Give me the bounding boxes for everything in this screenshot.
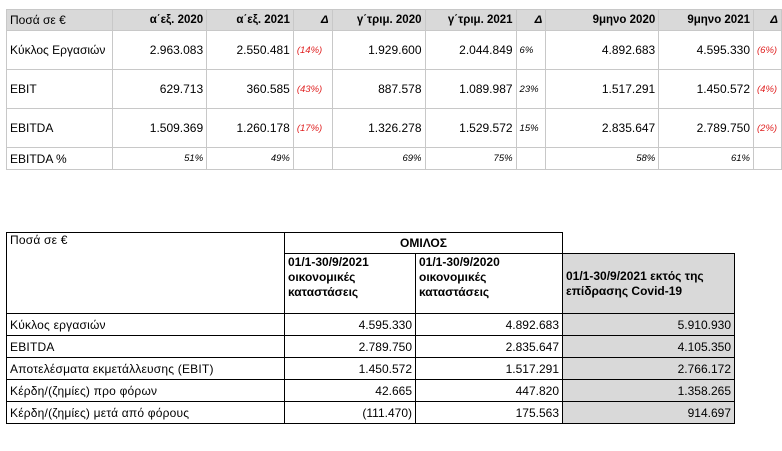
cell-value: 4.595.330 [285, 314, 416, 336]
header-q3-2021: γ΄τριμ. 2021 [425, 10, 516, 31]
cell-value: 5.910.930 [563, 314, 735, 336]
cell-value: 51% [112, 148, 206, 170]
header-delta-3: Δ [754, 10, 782, 31]
column-header-2021: 01/1-30/9/2021 οικονομικές καταστάσεις [285, 254, 416, 314]
empty-cell [563, 233, 735, 254]
cell-value: 2.044.849 [425, 31, 516, 70]
header-delta-2: Δ [516, 10, 546, 31]
header-h1-2021: α΄εξ. 2021 [207, 10, 294, 31]
cell-value: 1.260.178 [207, 109, 294, 148]
table-row [7, 314, 735, 336]
cell-delta: 15% [516, 109, 546, 148]
header-unit: Ποσά σε € [7, 233, 285, 314]
cell-value: 61% [659, 148, 754, 170]
results-summary-table [6, 9, 782, 170]
cell-value: 1.517.291 [546, 70, 659, 109]
cell-value: 914.697 [563, 402, 735, 424]
cell-delta: (43%) [293, 70, 332, 109]
header-q3-2020: γ΄τριμ. 2020 [332, 10, 425, 31]
cell-value: 2.789.750 [659, 109, 754, 148]
header-unit: Ποσά σε € [7, 10, 113, 31]
cell-delta: (2%) [754, 109, 782, 148]
row-label: Κέρδη/(ζημίες) προ φόρων [7, 380, 285, 402]
row-label: EBITDA % [7, 148, 113, 170]
cell-value: 629.713 [112, 70, 206, 109]
cell-delta: (4%) [754, 70, 782, 109]
cell-delta: (14%) [293, 31, 332, 70]
header-h1-2020: α΄εξ. 2020 [112, 10, 206, 31]
cell-delta [754, 148, 782, 170]
row-label: Κύκλος Εργασιών [7, 31, 113, 70]
cell-delta: (6%) [754, 31, 782, 70]
cell-value: 2.835.647 [546, 109, 659, 148]
header-delta-1: Δ [293, 10, 332, 31]
cell-value: 1.929.600 [332, 31, 425, 70]
cell-value: 2.963.083 [112, 31, 206, 70]
table-row [7, 336, 735, 358]
cell-value: 42.665 [285, 380, 416, 402]
table-row [7, 358, 735, 380]
cell-value: 1.450.572 [285, 358, 416, 380]
cell-value: 75% [425, 148, 516, 170]
cell-value: 69% [332, 148, 425, 170]
table-row [7, 380, 735, 402]
cell-value: 1.358.265 [563, 380, 735, 402]
column-header-ex-covid: 01/1-30/9/2021 εκτός της επίδρασης Covid-19 [563, 254, 735, 314]
table-row [7, 148, 782, 170]
row-label: EBIT [7, 70, 113, 109]
group-results-table [6, 232, 735, 424]
row-label: Αποτελέσματα εκμετάλλευσης (EBIT) [7, 358, 285, 380]
cell-value: 4.105.350 [563, 336, 735, 358]
group-header: ΟΜΙΛΟΣ [285, 233, 563, 254]
row-label: Κύκλος εργασιών [7, 314, 285, 336]
table-row [7, 70, 782, 109]
row-label: EBITDA [7, 109, 113, 148]
cell-delta: 6% [516, 31, 546, 70]
table-header-row [7, 10, 782, 31]
cell-value: 58% [546, 148, 659, 170]
cell-value: 447.820 [416, 380, 563, 402]
row-label: EBITDA [7, 336, 285, 358]
table-row [7, 109, 782, 148]
cell-value: 1.509.369 [112, 109, 206, 148]
table-row [7, 31, 782, 70]
cell-delta: 23% [516, 70, 546, 109]
cell-delta: (17%) [293, 109, 332, 148]
cell-delta [516, 148, 546, 170]
cell-value: 49% [207, 148, 294, 170]
cell-delta [293, 148, 332, 170]
cell-value: (111.470) [285, 402, 416, 424]
cell-value: 887.578 [332, 70, 425, 109]
cell-value: 4.595.330 [659, 31, 754, 70]
row-label: Κέρδη/(ζημίες) μετά από φόρους [7, 402, 285, 424]
cell-value: 1.517.291 [416, 358, 563, 380]
cell-value: 175.563 [416, 402, 563, 424]
cell-value: 1.529.572 [425, 109, 516, 148]
cell-value: 2.766.172 [563, 358, 735, 380]
cell-value: 1.450.572 [659, 70, 754, 109]
cell-value: 360.585 [207, 70, 294, 109]
cell-value: 2.550.481 [207, 31, 294, 70]
cell-value: 1.326.278 [332, 109, 425, 148]
cell-value: 1.089.987 [425, 70, 516, 109]
cell-value: 2.835.647 [416, 336, 563, 358]
table-header-row [7, 233, 735, 254]
cell-value: 2.789.750 [285, 336, 416, 358]
cell-value: 4.892.683 [546, 31, 659, 70]
header-9m-2020: 9μηνο 2020 [546, 10, 659, 31]
header-9m-2021: 9μηνο 2021 [659, 10, 754, 31]
cell-value: 4.892.683 [416, 314, 563, 336]
table-row [7, 402, 735, 424]
column-header-2020: 01/1-30/9/2020 οικονομικές καταστάσεις [416, 254, 563, 314]
